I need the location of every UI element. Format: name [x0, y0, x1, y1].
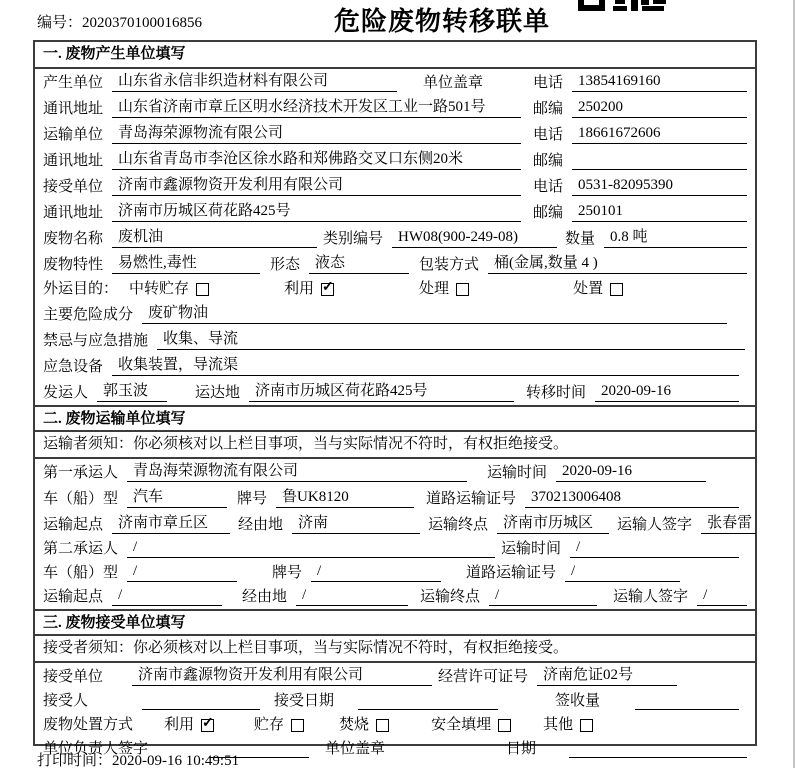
receiver-address-value: 济南市历城区荷花路425号: [112, 199, 521, 222]
second-plate-value: /: [311, 563, 441, 582]
purpose-row: [35, 277, 755, 301]
postcode-label: 邮编: [533, 153, 564, 169]
category-label: 类别编号: [323, 231, 384, 247]
road-permit-label: 道路运输证号: [466, 565, 557, 581]
second-via-value: /: [296, 587, 408, 606]
receiver-person-value: [142, 693, 260, 710]
taboo-value: 收集、导流: [157, 327, 745, 350]
terminus-label: 运输终点: [420, 589, 481, 605]
transporter-address-row: [35, 147, 755, 173]
producer-address-row: [35, 95, 755, 121]
receiver-unit-label: 接受单位: [43, 179, 104, 195]
disposal-use-checkbox: [201, 719, 214, 732]
waste-property-row: [35, 251, 755, 277]
producer-row: [35, 69, 755, 95]
transport-time-label: 运输时间: [487, 465, 548, 481]
second-carrier-label: 第二承运人: [43, 541, 119, 557]
manifest-form: [33, 40, 757, 757]
taboo-row: [35, 327, 755, 353]
second-carrier-row: [35, 537, 755, 561]
unit-seal-label: 单位盖章: [423, 75, 484, 91]
destination-value: 济南市历城区荷花路425号: [249, 379, 514, 402]
other-label: 其他: [543, 717, 574, 733]
first-vehicle-value: 汽车: [127, 485, 227, 508]
postcode-label: 邮编: [533, 101, 564, 117]
waste-name-row: [35, 225, 755, 251]
form-value: 液态: [309, 251, 409, 274]
transfer-date-value: 2020-09-16: [595, 383, 739, 402]
transfer-time-label: 转移时间: [526, 385, 587, 401]
transfer-storage-label: 中转贮存: [129, 281, 190, 297]
print-time-label: 打印时间：: [37, 753, 113, 768]
receiver-person-row: [35, 689, 755, 713]
section3-heading: 三. 废物接受单位填写: [35, 609, 755, 636]
waste-name-label: 废物名称: [43, 231, 104, 247]
first-sign-value: 张春雷: [701, 511, 756, 534]
use-label: 利用: [284, 281, 315, 297]
receiver-row: [35, 173, 755, 199]
license-label: 经营许可证号: [438, 669, 529, 685]
burn-checkbox: [376, 719, 389, 732]
second-terminus-value: /: [489, 587, 597, 606]
first-route-row: [35, 511, 755, 537]
date-label: 日期: [506, 741, 537, 757]
carrier-sign-label: 运输人签字: [617, 517, 693, 533]
receiver-value: 济南市鑫源物资开发利用有限公司: [112, 173, 521, 196]
second-transport-time-value: /: [570, 539, 739, 558]
treat-checkbox: [456, 283, 469, 296]
print-time: [37, 749, 239, 768]
page-edge-line: [793, 0, 795, 768]
equipment-value: 收集装置，导流渠: [112, 353, 739, 376]
transporter-label: 运输单位: [43, 127, 104, 143]
plate-label: 牌号: [272, 565, 303, 581]
receive-date-value: [358, 693, 498, 710]
second-sign-value: /: [697, 587, 747, 606]
license-value: 济南危证02号: [537, 663, 677, 686]
transporter-postcode-value: [572, 153, 747, 170]
second-origin-value: /: [112, 587, 222, 606]
origin-label: 运输起点: [43, 517, 104, 533]
quantity-label: 数量: [565, 231, 596, 247]
postcode-label: 邮编: [533, 205, 564, 221]
transporter-notice: 运输者须知：你必须核对以上栏目事项，当与实际情况不符时，有权拒绝接受。: [35, 432, 755, 459]
consignor-value: 郭玉波: [97, 379, 167, 402]
via-label: 经由地: [242, 589, 288, 605]
sign-date-value: [569, 741, 747, 758]
hazard-value: 废矿物油: [142, 301, 727, 324]
received-qty-label: 签收量: [555, 693, 601, 709]
receiver-address-row: [35, 199, 755, 225]
unit-seal-label: 单位盖章: [325, 741, 386, 757]
page-title: 危险废物转移联单: [333, 7, 550, 36]
chief-sign-label: 单位负责人签字: [43, 741, 149, 757]
receiver-notice: 接受者须知：你必须核对以上栏目事项，当与实际情况不符时，有权拒绝接受。: [35, 636, 755, 663]
second-permit-value: /: [565, 563, 680, 582]
consignor-label: 发运人: [43, 385, 89, 401]
category-value: HW08(900-249-08): [392, 229, 557, 248]
print-time-value: 2020-09-16 10:49:51: [112, 753, 240, 768]
burn-label: 焚烧: [339, 717, 370, 733]
destination-label: 运达地: [195, 385, 241, 401]
transfer-storage-checkbox: [196, 283, 209, 296]
vehicle-type-label: 车（船）型: [43, 565, 119, 581]
producer-label: 产生单位: [43, 75, 104, 91]
disposal-method-label: 废物处置方式: [43, 717, 134, 733]
quantity-value: 0.8 吨: [604, 225, 747, 248]
address-label: 通讯地址: [43, 101, 104, 117]
waste-name-value: 废机油: [112, 225, 317, 248]
storage-label: 贮存: [254, 717, 285, 733]
use-checkbox: [321, 283, 334, 296]
second-vehicle-value: /: [127, 563, 237, 582]
carrier-sign-label: 运输人签字: [613, 589, 689, 605]
receive-unit-row: [35, 663, 755, 689]
address-label: 通讯地址: [43, 205, 104, 221]
transporter-row: [35, 121, 755, 147]
document-header: [0, 0, 796, 40]
packing-label: 包装方式: [419, 257, 480, 273]
disposal-method-row: [35, 713, 755, 737]
second-route-row: [35, 585, 755, 609]
producer-postcode-value: 250200: [572, 99, 747, 118]
dispose-checkbox: [610, 283, 623, 296]
producer-phone-value: 13854169160: [572, 73, 747, 92]
qr-code-icon: [578, 0, 670, 11]
first-permit-value: 370213006408: [525, 489, 739, 508]
phone-label: 电话: [533, 179, 564, 195]
storage-checkbox: [291, 719, 304, 732]
section1-heading: 一. 废物产生单位填写: [35, 42, 755, 69]
vehicle-type-label: 车（船）型: [43, 491, 119, 507]
first-carrier-label: 第一承运人: [43, 465, 119, 481]
receive-date-label: 接受日期: [274, 693, 335, 709]
purpose-label: 外运目的：: [43, 281, 119, 297]
transporter-address-value: 山东省青岛市李沧区徐水路和郑佛路交叉口东侧20米: [112, 147, 521, 170]
property-label: 废物特性: [43, 257, 104, 273]
hazard-label: 主要危险成分: [43, 307, 134, 323]
phone-label: 电话: [533, 75, 564, 91]
landfill-label: 安全填埋: [431, 717, 492, 733]
packing-value: 桶(金属,数量 4 ): [488, 251, 747, 274]
dispose-label: 处置: [573, 281, 604, 297]
use-label: 利用: [164, 717, 195, 733]
receiver-unit-label: 接受单位: [43, 669, 104, 685]
second-carrier-value: /: [127, 539, 495, 558]
first-carrier-row: [35, 459, 755, 485]
serial-value: 2020370100016856: [82, 15, 203, 31]
landfill-checkbox: [498, 719, 511, 732]
treat-label: 处理: [419, 281, 450, 297]
receiver-postcode-value: 250101: [572, 203, 747, 222]
road-permit-label: 道路运输证号: [426, 491, 517, 507]
receiver-person-label: 接受人: [43, 693, 89, 709]
first-via-value: 济南: [292, 511, 420, 534]
first-plate-value: 鲁UK8120: [276, 485, 414, 508]
received-qty-value: [635, 693, 739, 710]
first-carrier-value: 青岛海荣源物流有限公司: [127, 459, 467, 482]
first-transport-time-value: 2020-09-16: [556, 463, 706, 482]
taboo-label: 禁忌与应急措施: [43, 333, 149, 349]
first-origin-value: 济南市章丘区: [112, 511, 230, 534]
first-vehicle-row: [35, 485, 755, 511]
transporter-value: 青岛海荣源物流有限公司: [112, 121, 521, 144]
producer-address-value: 山东省济南市章丘区明水经济技术开发区工业一路501号: [112, 95, 521, 118]
serial-label: 编号：: [37, 15, 83, 31]
receiver-phone-value: 0531-82095390: [572, 177, 747, 196]
plate-label: 牌号: [237, 491, 268, 507]
other-checkbox: [580, 719, 593, 732]
producer-value: 山东省永信非织造材料有限公司: [112, 69, 397, 92]
transporter-phone-value: 18661672606: [572, 125, 747, 144]
form-label: 形态: [270, 257, 301, 273]
equipment-row: [35, 353, 755, 379]
hazard-row: [35, 301, 755, 327]
origin-label: 运输起点: [43, 589, 104, 605]
receive-unit-value: 济南市鑫源物资开发利用有限公司: [132, 663, 432, 686]
equipment-label: 应急设备: [43, 359, 104, 375]
property-value: 易燃性,毒性: [112, 251, 260, 274]
address-label: 通讯地址: [43, 153, 104, 169]
first-terminus-value: 济南市历城区: [497, 511, 609, 534]
phone-label: 电话: [533, 127, 564, 143]
consignor-row: [35, 379, 755, 405]
via-label: 经由地: [238, 517, 284, 533]
second-vehicle-row: [35, 561, 755, 585]
terminus-label: 运输终点: [428, 517, 489, 533]
section2-heading: 二. 废物运输单位填写: [35, 405, 755, 432]
transport-time-label: 运输时间: [501, 541, 562, 557]
